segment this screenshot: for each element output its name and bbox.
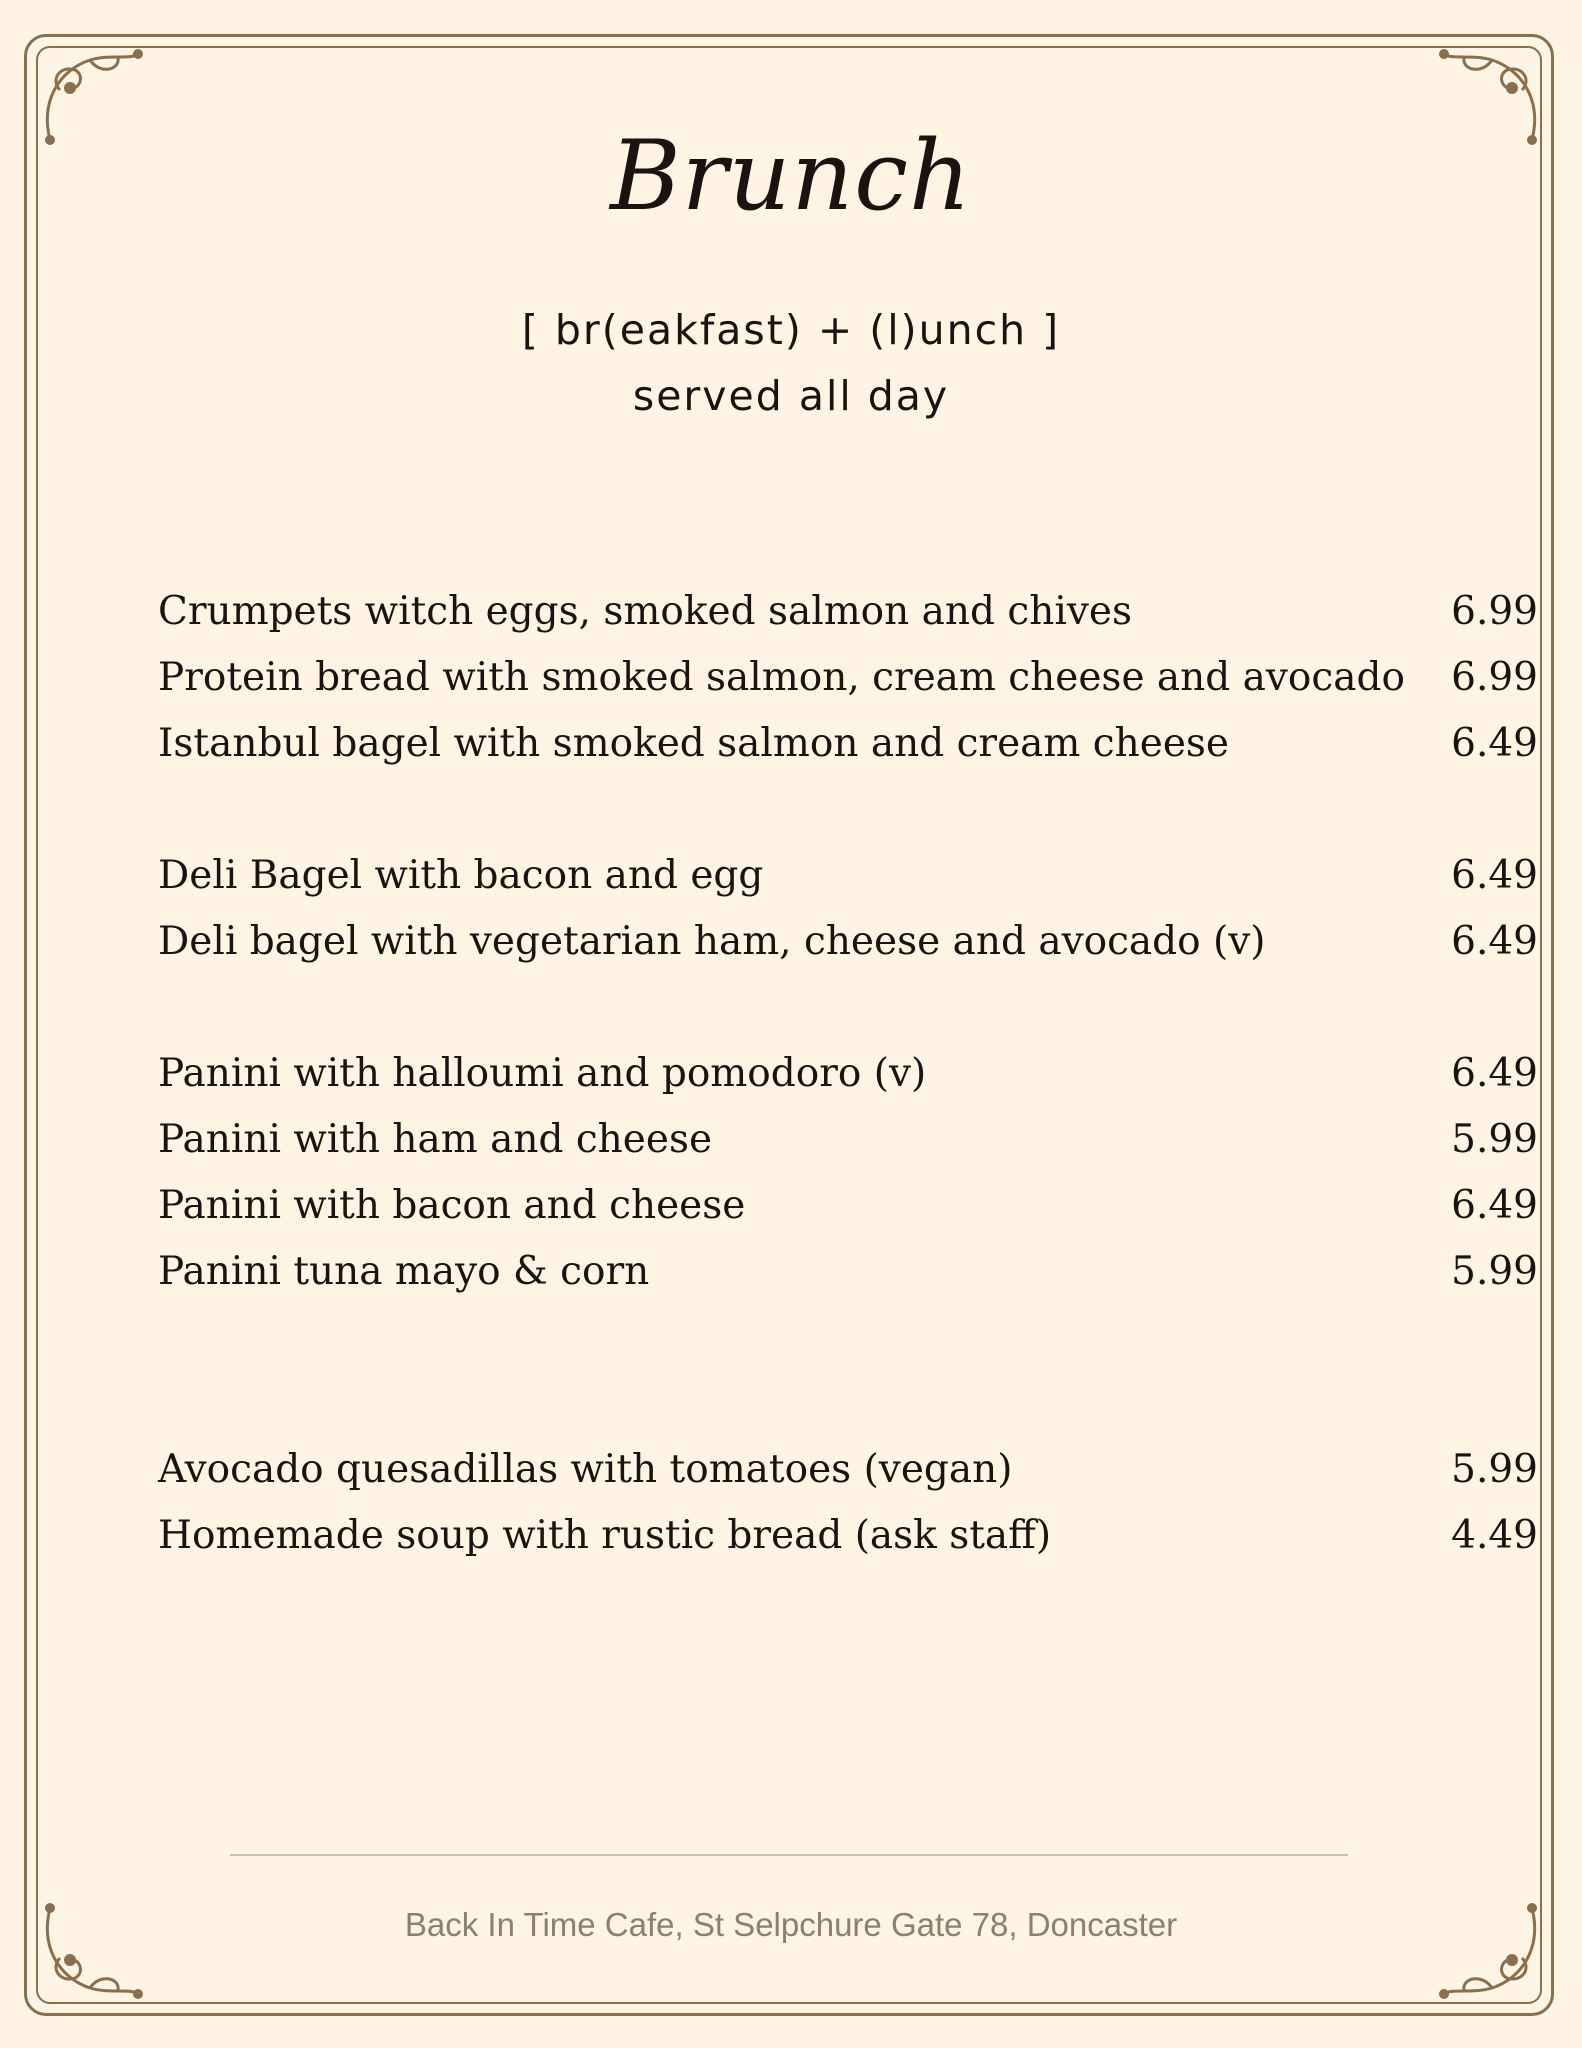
menu-item [158, 1178, 1538, 1244]
menu-item-price: 5.99 [1451, 1447, 1538, 1492]
menu-item-name: Istanbul bagel with smoked salmon and cream cheese [158, 721, 1229, 766]
menu-item [158, 1112, 1538, 1178]
menu-item-name: Homemade soup with rustic bread (ask staff) [158, 1513, 1052, 1558]
menu-item-name: Panini tuna mayo & corn [158, 1249, 650, 1294]
subtitle-served: served all day [632, 372, 950, 420]
menu-item [158, 914, 1538, 980]
menu-group-spacer [158, 980, 1538, 1046]
menu-item-name: Avocado quesadillas with tomatoes (vegan) [158, 1447, 1013, 1492]
menu-item-name: Crumpets witch eggs, smoked salmon and chives [158, 589, 1132, 634]
menu-item-price: 6.49 [1451, 853, 1538, 898]
menu-item-price: 6.49 [1451, 1051, 1538, 1096]
menu-group-spacer [158, 1310, 1538, 1442]
menu-item-price: 4.49 [1451, 1513, 1538, 1558]
menu-item-name: Deli bagel with vegetarian ham, cheese and avocado (v) [158, 919, 1266, 964]
menu-item [158, 848, 1538, 914]
menu-item [158, 1442, 1538, 1508]
menu-item-name: Panini with halloumi and pomodoro (v) [158, 1051, 927, 1096]
menu-item-price: 6.49 [1451, 721, 1538, 766]
menu-item-name: Panini with bacon and cheese [158, 1183, 746, 1228]
footer-address: Back In Time Cafe, St Selpchure Gate 78, Doncaster [404, 1906, 1178, 1943]
menu-item-name: Protein bread with smoked salmon, cream cheese and avocado [158, 655, 1405, 700]
menu-item-price: 6.49 [1451, 1183, 1538, 1228]
menu-group-spacer [158, 782, 1538, 848]
menu-item-price: 6.99 [1451, 655, 1538, 700]
page-title: Brunch [610, 120, 972, 232]
menu-item [158, 716, 1538, 782]
menu-item-name: Panini with ham and cheese [158, 1117, 713, 1162]
menu-item [158, 1508, 1538, 1574]
footer-divider [230, 1854, 1348, 1856]
menu-item [158, 1046, 1538, 1112]
menu-item-price: 5.99 [1451, 1117, 1538, 1162]
menu-item [158, 650, 1538, 716]
subtitle-definition: [ br(eakfast) + (l)unch ] [521, 306, 1061, 354]
menu-item-price: 6.49 [1451, 919, 1538, 964]
menu-item [158, 1244, 1538, 1310]
menu-item-name: Deli Bagel with bacon and egg [158, 853, 764, 898]
menu-list [158, 584, 1538, 1574]
menu-item [158, 584, 1538, 650]
menu-item-price: 6.99 [1451, 589, 1538, 634]
menu-item-price: 5.99 [1451, 1249, 1538, 1294]
